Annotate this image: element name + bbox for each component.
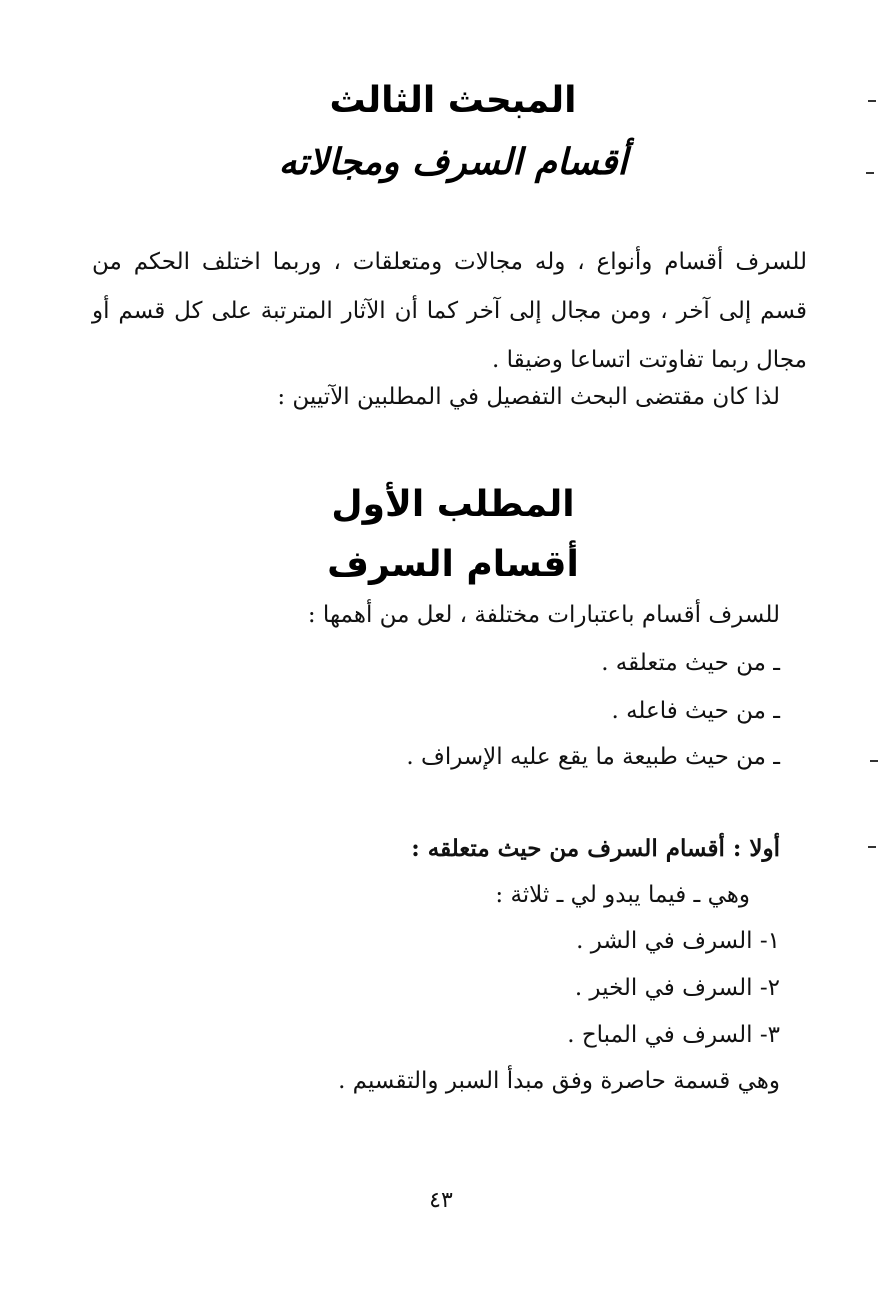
criterion-item: ـ من حيث طبيعة ما يقع عليه الإسراف . [406,744,780,770]
part-intro: للسرف أقسام باعتبارات مختلفة ، لعل من أهمها : [307,602,780,628]
intro-paragraph: للسرف أقسام وأنواع ، وله مجالات ومتعلقات ، وربما اختلف الحكم من قسم إلى آخر ، ومن مجال إلى آخر كما أن الآثار المترتبة على كل قسم أو مجال ربما تفاوتت اتساعا وضيقا . [92,249,807,373]
numbered-item: ٢- السرف في الخير . [574,975,780,1001]
closing-line: وهي قسمة حاصرة وفق مبدأ السبر والتقسيم . [338,1068,780,1094]
subsection-heading: أولا : أقسام السرف من حيث متعلقه : [411,835,780,862]
page-number: ٤٣ [429,1188,453,1213]
section-subtitle: أقسام السرف ومجالاته [278,142,628,183]
part-subtitle: أقسام السرف [327,544,579,585]
scan-mark [868,846,876,848]
criterion-item: ـ من حيث متعلقه . [601,650,780,676]
subsection-intro: وهي ـ فيما يبدو لي ـ ثلاثة : [495,882,750,908]
scan-mark [870,760,878,762]
transition-line: لذا كان مقتضى البحث التفصيل في المطلبين الآتيين : [277,384,780,410]
part-title: المطلب الأول [331,484,575,525]
numbered-item: ٣- السرف في المباح . [567,1022,780,1048]
section-title: المبحث الثالث [329,80,577,121]
criterion-item: ـ من حيث فاعله . [611,698,780,724]
numbered-item: ١- السرف في الشر . [576,928,780,954]
scan-mark [868,100,876,102]
scan-mark [866,172,874,174]
